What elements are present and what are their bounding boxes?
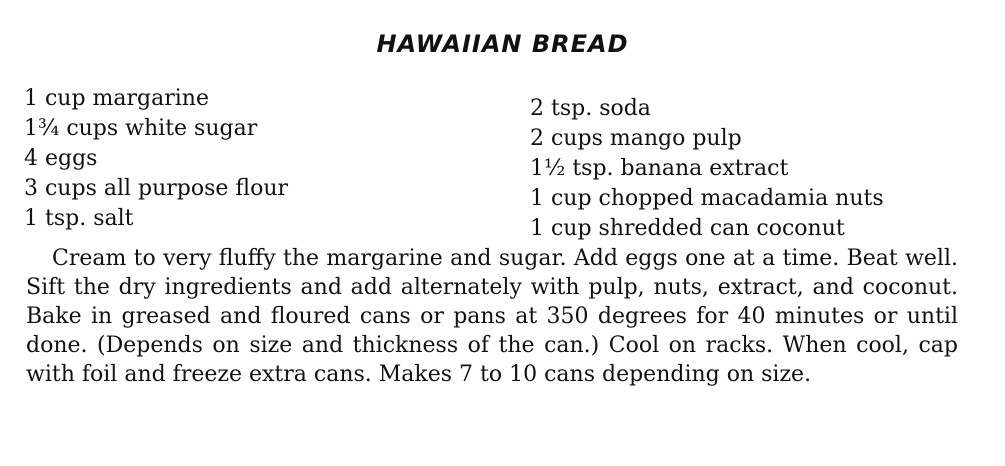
ingredient-item: 1¾ cups white sugar xyxy=(24,116,258,141)
ingredient-item: 1 cup chopped macadamia nuts xyxy=(530,186,884,211)
recipe-directions: Cream to very fluffy the margarine and sugar. Add eggs one at a time. Beat well. Sift the dry ingredients and add alternately with pulp, nuts, extract, and coconut. Bake in greased and floured cans or pans at 350 degrees for 40 minutes or until done. (Depends on size and thickness of the can.) Cool on racks. When cool, cap with foil and freeze extra cans. Makes 7 to 10 cans depending on size. xyxy=(26,246,958,387)
ingredient-item: 2 tsp. soda xyxy=(530,96,651,121)
ingredient-item: 1 tsp. salt xyxy=(24,206,134,231)
ingredient-item: 2 cups mango pulp xyxy=(530,126,742,151)
recipe-title: HAWAIIAN BREAD xyxy=(376,30,629,58)
ingredient-item: 4 eggs xyxy=(24,146,98,171)
ingredients-right-column xyxy=(530,94,884,244)
ingredients-left-column xyxy=(24,84,288,234)
ingredient-item: 1½ tsp. banana extract xyxy=(530,156,789,181)
ingredient-item: 1 cup shredded can coconut xyxy=(530,216,845,241)
ingredient-item: 1 cup margarine xyxy=(24,86,209,111)
ingredient-item: 3 cups all purpose flour xyxy=(24,176,289,201)
